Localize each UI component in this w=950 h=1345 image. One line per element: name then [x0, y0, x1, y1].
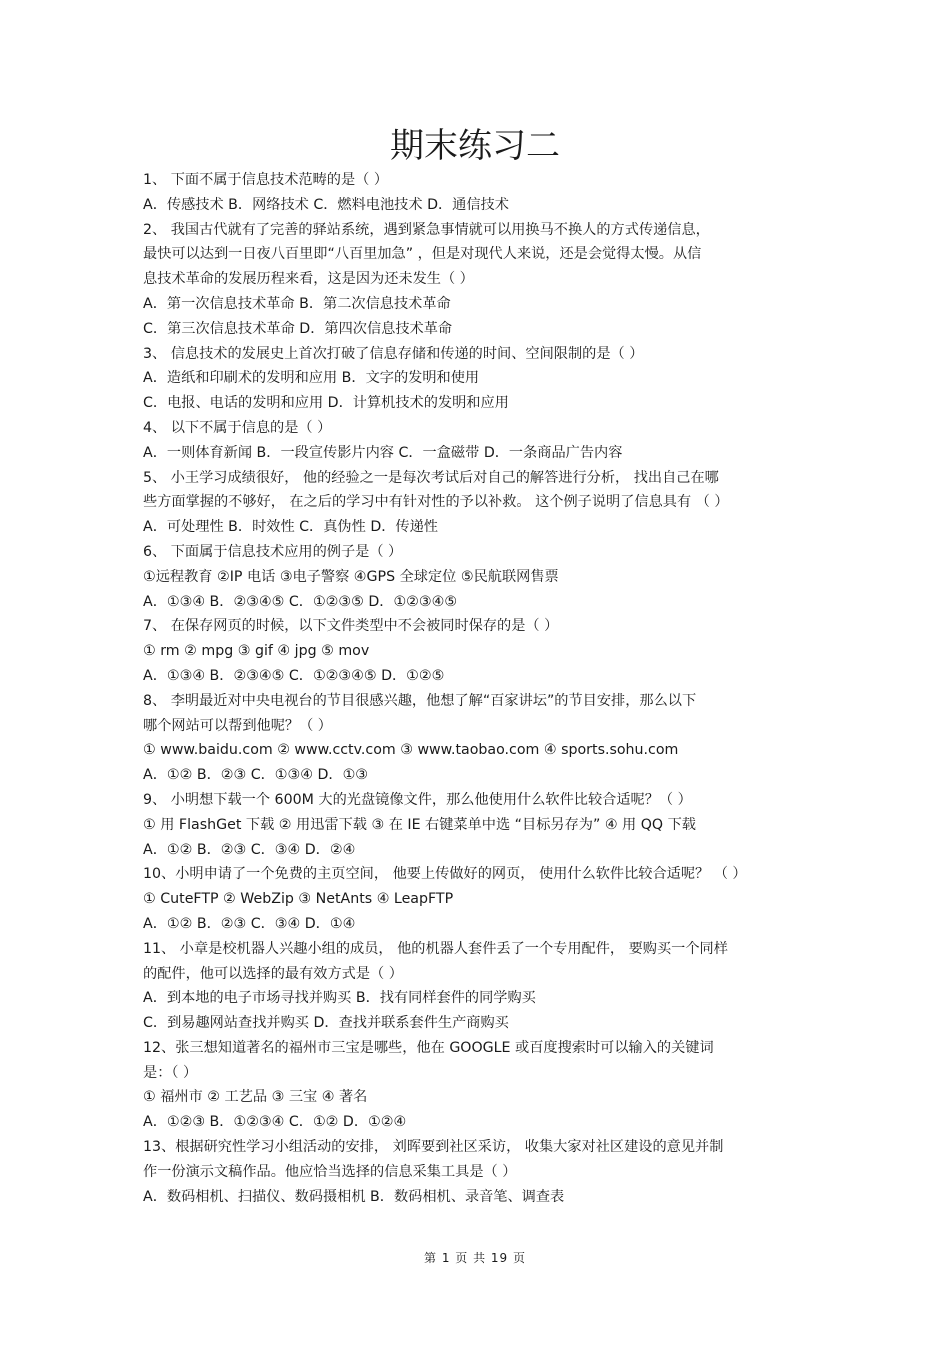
- text-line: 最快可以达到一日夜八百里即“八百里加急” ，但是对现代人来说，还是会觉得太慢。从信: [143, 246, 702, 263]
- text-line: 7、 在保存网页的时候，以下文件类型中不会被同时保存的是（ ）: [143, 618, 559, 635]
- page-title: 期末练习二: [390, 126, 560, 166]
- text-line: A．造纸和印刷术的发明和应用 B．文字的发明和使用: [143, 370, 480, 387]
- text-line: A．数码相机、扫描仪、数码摄相机 B．数码相机、录音笔、调查表: [143, 1188, 565, 1205]
- text-line: 6、 下面属于信息技术应用的例子是（ ）: [143, 543, 403, 560]
- text-line: 11、 小章是校机器人兴趣小组的成员， 他的机器人套件丢了一个专用配件， 要购买一个同样: [143, 940, 728, 957]
- text-line: 8、 李明最近对中央电视台的节目很感兴趣，他想了解“百家讲坛”的节目安排，那么以下: [143, 692, 697, 709]
- text-line: C．电报、电话的发明和应用 D．计算机技术的发明和应用: [143, 395, 509, 412]
- text-line: ① rm ② mpg ③ gif ④ jpg ⑤ mov: [143, 643, 370, 660]
- text-line: A．①② B．②③ C．③④ D．②④: [143, 841, 356, 858]
- text-line: 5、 小王学习成绩很好， 他的经验之一是每次考试后对自己的解答进行分析， 找出自己在哪: [143, 469, 719, 486]
- text-line: 是：（ ）: [143, 1064, 198, 1081]
- text-line: A．①③④ B．②③④⑤ C．①②③⑤ D．①②③④⑤: [143, 593, 458, 610]
- text-line: 10、小明申请了一个免费的主页空间， 他要上传做好的网页， 使用什么软件比较合适呢？ （ ）: [143, 866, 747, 883]
- text-line: 些方面掌握的不够好， 在之后的学习中有针对性的予以补救。 这个例子说明了信息具有 （ ）: [143, 494, 729, 511]
- text-line: 3、 信息技术的发展史上首次打破了信息存储和传递的时间、空间限制的是（ ）: [143, 345, 644, 362]
- text-line: A．一则体育新闻 B．一段宣传影片内容 C．一盒磁带 D．一条商品广告内容: [143, 444, 623, 461]
- text-line: A．①②③ B．①②③④ C．①② D．①②④: [143, 1114, 407, 1131]
- text-line: A．到本地的电子市场寻找并购买 B．找有同样套件的同学购买: [143, 990, 536, 1007]
- text-line: A．第一次信息技术革命 B．第二次信息技术革命: [143, 295, 451, 312]
- text-line: A．①② B．②③ C．③④ D．①④: [143, 915, 356, 932]
- text-line: 作一份演示文稿作品。他应恰当选择的信息采集工具是（ ）: [143, 1163, 517, 1180]
- text-line: 息技术革命的发展历程来看，这是因为还未发生（ ）: [143, 271, 474, 288]
- text-line: A．①③④ B．②③④⑤ C．①②③④⑤ D．①②⑤: [143, 667, 445, 684]
- page-footer: 第 1 页 共 19 页: [424, 1251, 526, 1265]
- text-line: C．第三次信息技术革命 D．第四次信息技术革命: [143, 320, 453, 337]
- text-line: ① 用 FlashGet 下载 ② 用迅雷下载 ③ 在 IE 右键菜单中选 “目标另存为” ④ 用 QQ 下载: [143, 816, 696, 833]
- text-line: A．传感技术 B．网络技术 C．燃料电池技术 D．通信技术: [143, 196, 509, 213]
- text-line: C．到易趣网站查找并购买 D．查找并联系套件生产商购买: [143, 1015, 509, 1032]
- text-line: 2、 我国古代就有了完善的驿站系统，遇到紧急事情就可以用换马不换人的方式传递信息，: [143, 221, 710, 238]
- text-line: 1、 下面不属于信息技术范畴的是（ ）: [143, 172, 389, 188]
- text-line: A．①② B．②③ C．①③④ D．①③: [143, 767, 369, 784]
- text-line: 13、根据研究性学习小组活动的安排， 刘晖要到社区采访， 收集大家对社区建设的意见并制: [143, 1139, 724, 1156]
- text-line: A．可处理性 B．时效性 C．真伪性 D．传递性: [143, 519, 438, 536]
- text-line: 的配件，他可以选择的最有效方式是（ ）: [143, 965, 403, 982]
- text-line: 9、 小明想下载一个 600M 大的光盘镜像文件，那么他使用什么软件比较合适呢？（ ）: [143, 791, 692, 808]
- text-line: ① www.baidu.com ② www.cctv.com ③ www.taobao.com ④ sports.sohu.com: [143, 742, 679, 759]
- text-line: ①远程教育 ②IP 电话 ③电子警察 ④GPS 全球定位 ⑤民航联网售票: [143, 568, 559, 585]
- question-body: [143, 168, 813, 1209]
- text-line: ① 福州市 ② 工艺品 ③ 三宝 ④ 著名: [143, 1089, 368, 1106]
- text-line: 4、 以下不属于信息的是（ ）: [143, 419, 332, 436]
- text-line: ① CuteFTP ② WebZip ③ NetAnts ④ LeapFTP: [143, 891, 454, 908]
- text-line: 12、张三想知道著名的福州市三宝是哪些，他在 GOOGLE 或百度搜索时可以输入的关键词: [143, 1039, 714, 1056]
- text-line: 哪个网站可以帮到他呢？（ ）: [143, 717, 332, 734]
